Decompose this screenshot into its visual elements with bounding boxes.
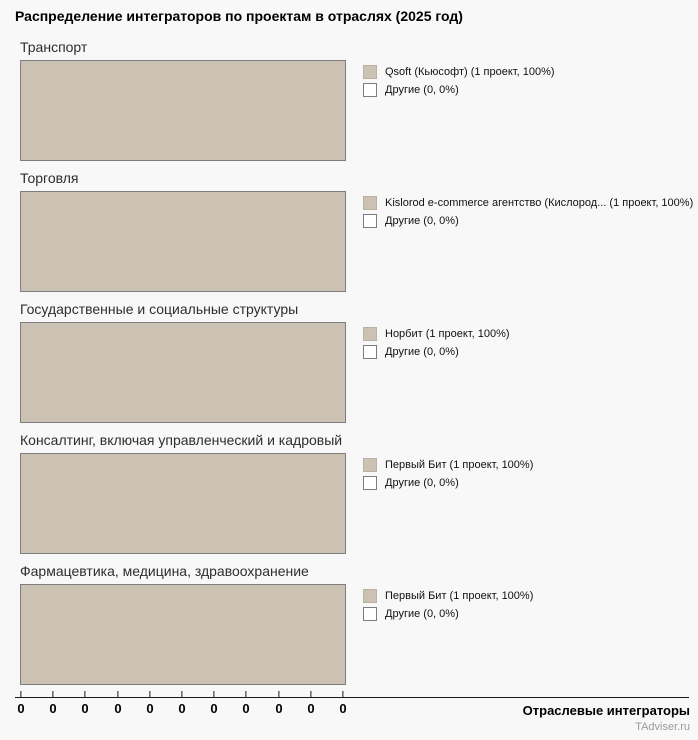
tick-mark: [278, 691, 280, 698]
x-axis-tick: [307, 691, 314, 716]
legend-label: Другие (0, 0%): [385, 215, 459, 227]
x-axis-tick: [178, 691, 185, 716]
source-watermark: TAdviser.ru: [635, 721, 690, 733]
chart-title: Распределение интеграторов по проектам в отраслях (2025 год): [15, 8, 463, 24]
industry-bar: [20, 584, 346, 685]
legend-item: [363, 607, 533, 621]
legend-label: Другие (0, 0%): [385, 346, 459, 358]
tick-mark: [84, 691, 86, 698]
legend-label: Норбит (1 проект, 100%): [385, 328, 510, 340]
x-axis-tick: [17, 691, 24, 716]
legend-item: [363, 458, 533, 472]
legend-label: Другие (0, 0%): [385, 608, 459, 620]
legend-item: [363, 476, 533, 490]
tick-mark: [245, 691, 247, 698]
tick-label: 0: [146, 701, 154, 716]
industry-bar: [20, 453, 346, 554]
x-axis-tick: [49, 691, 56, 716]
section-pharma: [20, 563, 692, 694]
legend-label: Другие (0, 0%): [385, 477, 459, 489]
x-axis-tick: [114, 691, 121, 716]
legend-swatch-empty-icon: [363, 607, 377, 621]
tick-mark: [20, 691, 22, 698]
legend-label: Kislorod e-commerce агентство (Кислород... (1 проект, 100%): [385, 197, 694, 209]
tick-label: 0: [210, 701, 218, 716]
tick-label: 0: [242, 701, 250, 716]
legend: [363, 327, 510, 363]
section-consulting: [20, 432, 692, 563]
legend-swatch-empty-icon: [363, 83, 377, 97]
industry-bar: [20, 60, 346, 161]
x-axis-title: Отраслевые интеграторы: [522, 703, 690, 718]
legend-item: [363, 345, 510, 359]
x-axis-tick: [339, 691, 346, 716]
legend-swatch-filled-icon: [363, 589, 377, 603]
legend: [363, 65, 555, 101]
section-title: Торговля: [20, 170, 79, 186]
tick-label: 0: [114, 701, 122, 716]
section-government: [20, 301, 692, 432]
legend-swatch-empty-icon: [363, 345, 377, 359]
tick-label: 0: [49, 701, 57, 716]
legend-item: [363, 327, 510, 341]
industry-bar: [20, 191, 346, 292]
x-axis-tick: [81, 691, 88, 716]
section-title: Фармацевтика, медицина, здравоохранение: [20, 563, 309, 579]
section-title: Консалтинг, включая управленческий и кадровый: [20, 432, 343, 448]
legend-label: Первый Бит (1 проект, 100%): [385, 590, 534, 602]
legend-item: [363, 214, 693, 228]
legend-swatch-filled-icon: [363, 327, 377, 341]
tick-mark: [213, 691, 215, 698]
legend-label: Другие (0, 0%): [385, 84, 459, 96]
x-axis-tick: [146, 691, 153, 716]
legend: [363, 196, 693, 232]
industry-bar: [20, 322, 346, 423]
tick-mark: [149, 691, 151, 698]
tick-label: 0: [17, 701, 25, 716]
legend-item: [363, 65, 555, 79]
legend-label: Первый Бит (1 проект, 100%): [385, 459, 534, 471]
legend-item: [363, 589, 533, 603]
legend: [363, 458, 533, 494]
tick-label: 0: [81, 701, 89, 716]
section-trade: [20, 170, 692, 301]
tick-mark: [52, 691, 54, 698]
x-axis-tick: [242, 691, 249, 716]
tick-label: 0: [339, 701, 347, 716]
legend-swatch-filled-icon: [363, 65, 377, 79]
tick-mark: [310, 691, 312, 698]
section-title: Транспорт: [20, 39, 88, 55]
legend-item: [363, 196, 693, 210]
tick-label: 0: [275, 701, 283, 716]
tick-mark: [181, 691, 183, 698]
tick-mark: [342, 691, 344, 698]
x-axis-tick: [210, 691, 217, 716]
section-title: Государственные и социальные структуры: [20, 301, 299, 317]
legend-swatch-filled-icon: [363, 458, 377, 472]
legend: [363, 589, 533, 625]
tick-mark: [117, 691, 119, 698]
tick-label: 0: [307, 701, 315, 716]
tick-label: 0: [178, 701, 186, 716]
legend-swatch-empty-icon: [363, 476, 377, 490]
x-axis-tick: [275, 691, 282, 716]
section-transport: [20, 39, 692, 170]
legend-item: [363, 83, 555, 97]
legend-swatch-empty-icon: [363, 214, 377, 228]
legend-label: Qsoft (Кьюсофт) (1 проект, 100%): [385, 66, 555, 78]
legend-swatch-filled-icon: [363, 196, 377, 210]
